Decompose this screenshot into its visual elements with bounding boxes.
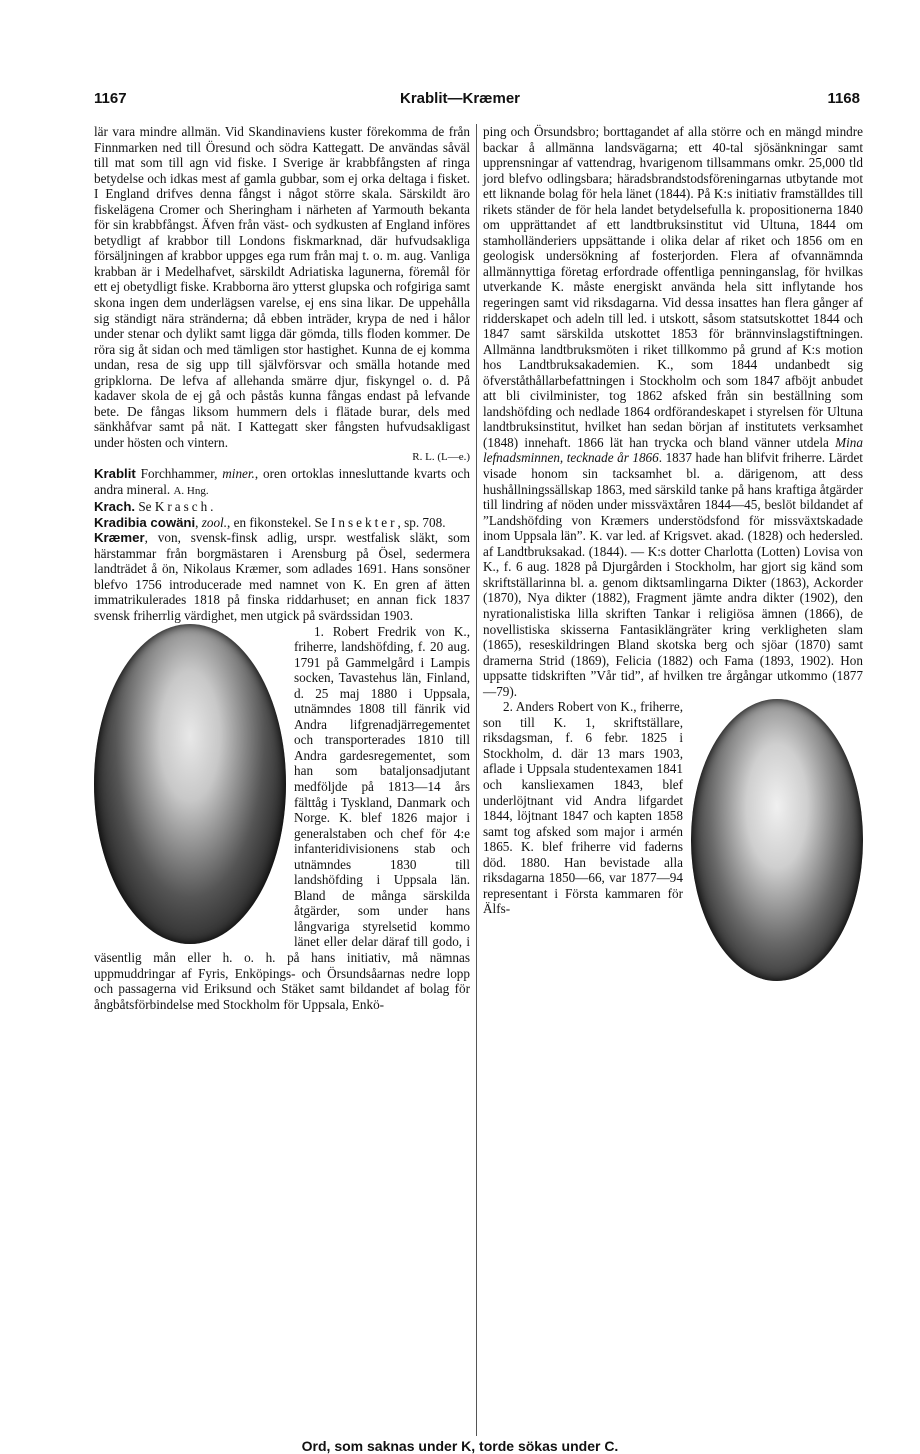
portrait-robert-fredrik-image <box>94 624 286 944</box>
entry-kradibia: Kradibia cowäni, zool., en fikonstekel. Se Insekter, sp. 708. <box>94 514 446 530</box>
column-rule <box>476 124 477 1436</box>
page-number-left: 1167 <box>94 90 127 107</box>
headword: Krablit <box>94 466 136 482</box>
headword: Kræmer <box>94 530 145 546</box>
signature: R. L. (L—e.) <box>412 451 470 464</box>
running-head: Krablit—Kræmer <box>399 90 521 107</box>
headword: Krach. <box>94 499 136 515</box>
headword: Kradibia cowäni <box>94 514 196 530</box>
page-header <box>0 90 920 114</box>
krabba-article-end: lär vara mindre allmän. Vid Skandinaviens kuster förekomma de från Finnmarken ned till Öresund och södra Kattegatt. De användas såväl till mat som till agn vid fiske. I Sverige är krabbfångsten af ringa betydelse och idkas mest af gamla gubbar, som ej orka deltaga i fisket. I England drifves denna fångst i något större skala. Särskildt äro fiskelägena Cromer och Sheringham i närheten af Yarmouth bekanta för sin krabbfångst. Äfven från väst- och sydkusten af England införes betydligt af krabbor till Londons fiskmarknad, där hufvudsakliga försäljningen af krabbor uppges ega rum från maj t. o. m. aug. Vanliga krabban är i Medelhafvet, särskildt Adriatiska lagunerna, föremål för ett ej obetydligt fiske. Krabborna äro ytterst glupska och rofgiriga samt skona ingen dem underlägsen varelse, ej ens sina likar. De uppehålla sig ständigt nära stränderna; då ebben inträder, krypa de ned i hålor under stenar och dylikt samt ligga där gömda, tills floden kommer. De röra sig åt sidan och med tämligen stor hastighet. Kunna de ej komma undan, resa de sig upp till självförsvar och smälla hotande med gripklorna. De lefva af allehanda smärre djur, fiskyngel o. d. På kadaver skola de ej gå och påstås kunna fångas endast på lefvande bete. De fångas liksom hummern dels i flätade burar, dels med sänkhåfvar samt på nät. I Kattegatt sker fångsten hufvudsakligast under hösten och vintern. <box>94 124 470 450</box>
page-number-right: 1168 <box>827 90 860 107</box>
entry-krablit: Krablit Forchhammer, miner., oren ortoklas innesluttande kvarts och andra mineral. A. Hng. <box>94 466 470 497</box>
cross-reference: Insekter <box>331 514 398 530</box>
footer-note: Ord, som saknas under K, torde sökas under C. <box>301 1438 619 1454</box>
entry-anders-robert: 2. Anders Robert von K., friherre, son till K. 1, skriftställare, riksdagsman, f. 6 febr. 1825 i Stockholm, d. där 13 mars 1903, aflade i Uppsala studentexamen 1841 och kansliexamen 1843, blef underlöjtnant vid Andra lifgardet 1844, löjtnant 1847 och kapten 1858 samt tog afsked som major i armén 1865. K. blef friherre vid faderns död. 1880. Han bevistade alla riksdagarna 1850—66, var 1877—94 representant i Första kammaren för Älfs- <box>483 699 863 917</box>
right-column <box>483 124 863 983</box>
entry-kraemer: Kræmer, von, svensk-finsk adlig, urspr. westfalisk släkt, som härstammar från borgmästaren i Arensburg på Ösel, sedermera landträdet å ön, Nikolaus Kræmer, som adlades 1691. Hans sonsöner blefvo 1756 introducerade med namnet von K. En gren af ätten immatrikulerades 1818 på finska riddarhuset; en annan fick 1837 svensk friherrlig värdighet, men utgick på svärdssidan 1903. <box>94 530 470 623</box>
left-column <box>94 124 470 1012</box>
cross-reference: Krasch. <box>154 499 217 515</box>
portrait-anders-robert-image <box>691 699 863 981</box>
signature: A. Hng. <box>173 484 209 497</box>
entry-krach: Krach. Se Krasch. <box>94 499 217 515</box>
entry-robert-fredrik: 1. Robert Fredrik von K., friherre, landshöfding, f. 20 aug. 1791 på Gammelgård i Lampis socken, Tavastehus län, Finland, d. 25 maj 1880 i Uppsala, utnämndes 1808 till fänrik vid Andra lifgrenadjärregementet och transporterades 1810 till Andra gardesregementet, som han som bataljonsadjutant medföljde på 1813—14 års fälttåg i Tyskland, Danmark och Norge. K. blef 1826 major i generalstaben och chef för 4:e infanteridivisionens stab och utnämndes 1830 till landshöfding i Uppsala län. Bland de många särskilda åtgärder, som under hans långvariga styrelsetid kommo länet eller delar däraf till godo, i väsentlig mån eller h. o. h. på hans initiativ, må nämnas uppmuddringar af Fyris, Enköpings- och Örsundsåarnas nedre lopp och passagerna vid Eriksund och Stäket samt bildandet af bolag för ångbåtsförbindelse med Stockholm för Uppsala, Enkö- <box>94 623 470 1012</box>
robert-fredrik-continued: ping och Örsundsbro; borttagandet af alla större och en mängd mindre backar å allmänna landsvägarna; ett 40-tal sjösänkningar samt upprensningar af vattendrag, hvarigenom tillsammans omkr. 25,000 tld jord blefvo odlingsbara; häradsbrandstodsföreningarnas utbytande mot ett liknande bolag för hela länet (1844). På K:s initiativ framställdes till rikets ständer de för hela landet betydelsefulla k. propositionerna 1840 om upprättandet af ett landtbruksinstitut vid Ultuna, 1844 om stamholländeriers uppsättande i olika delar af riket och 1856 om en geologisk undersökning af fosterjorden. Flera af ofvannämnda allmännyttiga företag erfordrade offentliga penninganslag, för hvilkas utverkande K. måste energiskt använda hela sitt inflytande hos regeringen samt vid riksdagarna. Vid dessa insattes han flera gånger af ridderskapet och adeln till led. i utskott, såsom statsutskottet 1844 och 1847 samt särskilda utskottet 1853 för brännvinslagstiftningen. Allmänna landtbruksmöten i riket tillkommo på grund af K:s motion hos Landtbruksakademien. K., som 1844 undanbedt sig öfverståthållarbefattningen i Stockholm och som 1847 afböjt anbudet att bli civilminister, tog 1862 afsked från sin beställning som landshöfding och nedlade 1864 ordförandeskapet i styrelsen för Ultuna landtbruksinstitut, hvilket han sedan början af institutets verksamhet (1848) innehaft. 1866 lät han trycka och bland vänner utdela Mina lefnadsminnen, tecknade år 1866. 1837 hade han blifvit friherre. Lärdet visade honom sin tacksamhet bl. a. därigenom, att dess hushållningssällskap 1863, med särskild tanke på hans kraftiga åtgärder till lindring af nöden under missväxtåren 1844—45, beslöt bildandet af ”Landshöfding von Kræmers understödsfond för missväxtskadade inom Uppsala län”. K. var led. af Krigsvet. akad. (1828) och hedersled. af Landtbruksakad. (1844). — K:s dotter Charlotta (Lotten) Lovisa von K., f. 6 aug. 1828 på Djurgården i Stockholm, har gjort sig känd som skriftställarinna bl. a. genom diktsamlingarna Dikter (1863), Ackorder (1870), Nya dikter (1882), Fragment jämte andra dikter (1902), den nyrationalistiska lilla skriften Tankar i religiösa ämnen (1866), de novellistiska skisserna Fantasiklängräter kring verkligheten slam (1865), reseskildringen Bland skotska berg och sjöar (1870) samt dramerna Strid (1869), Felicia (1882) och Fama (1893, 1902). Hon uppsatte tidskriften ”Vår tid”, af hvilken tre årgångar utkommo (1877—79). <box>483 124 863 699</box>
